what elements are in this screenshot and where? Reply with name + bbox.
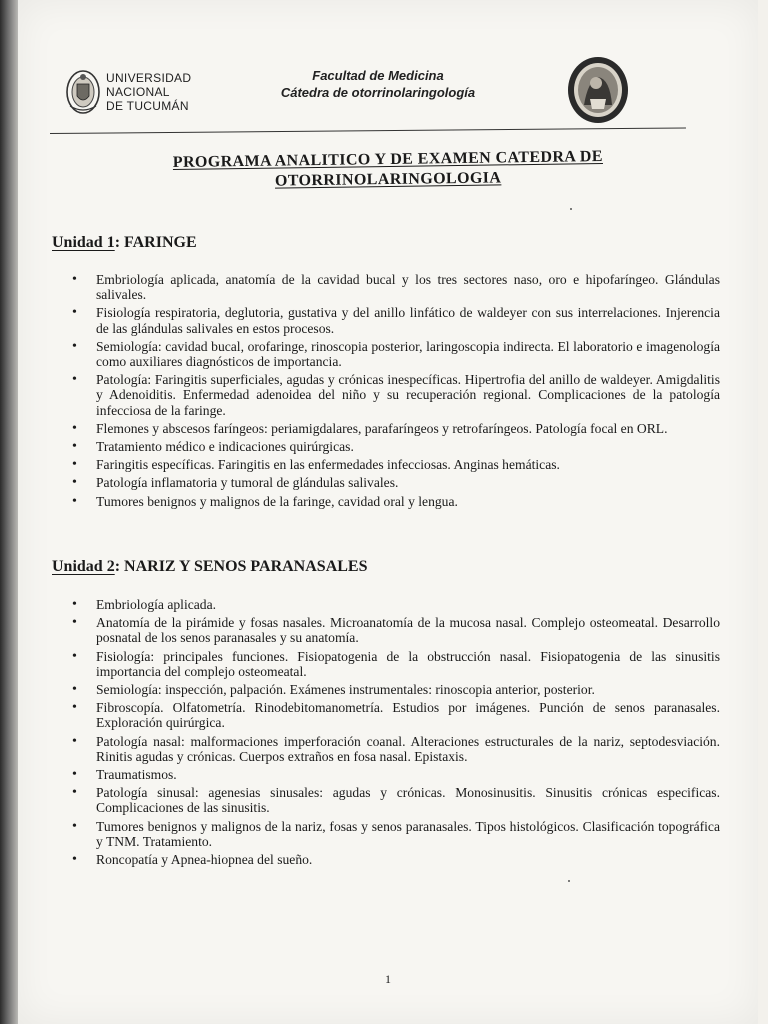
scan-speck xyxy=(570,208,572,210)
list-item: • Tumores benignos y malignos de la faringe, cavidad oral y lengua. xyxy=(70,494,720,509)
university-name xyxy=(106,71,191,113)
unit-label: Unidad 2 xyxy=(52,558,115,575)
faculty-seal-icon xyxy=(566,55,630,125)
unit-name: : NARIZ Y SENOS PARANASALES xyxy=(114,558,368,575)
list-item: • Fibroscopía. Olfatometría. Rinodebitomanometría. Estudios por imágenes. Punción de senos paranasales. Exploración quirúrgica. xyxy=(70,700,720,730)
list-item: • Roncopatía y Apnea-hiopnea del sueño. xyxy=(70,852,720,867)
unit-1-heading xyxy=(52,234,197,252)
page-title-line: PROGRAMA ANALITICO Y DE EXAMEN CATEDRA DE xyxy=(172,147,603,172)
list-item: • Semiología: inspección, palpación. Exámenes instrumentales: rinoscopia anterior, posterior. xyxy=(70,682,720,697)
page-title xyxy=(113,146,664,194)
unit-2-topic-list xyxy=(70,597,720,870)
unit-2-heading xyxy=(52,558,367,576)
list-item: • Patología: Faringitis superficiales, agudas y crónicas inespecíficas. Hipertrofia del anillo de waldeyer. Amigdalitis y Adenoiditis. Enfermedad adenoidea del niño y su recuperación regional. Complicaciones de la patología infecciosa de la faringe. xyxy=(70,372,720,418)
unit-name: : FARINGE xyxy=(114,234,197,251)
list-item: • Anatomía de la pirámide y fosas nasales. Microanatomía de la mucosa nasal. Complejo osteomeatal. Desarrollo posnatal de los senos paranasales y su anatomía. xyxy=(70,615,720,645)
header-divider xyxy=(50,127,686,134)
page-title-line: OTORRINOLARINGOLOGIA xyxy=(274,169,502,190)
list-item: • Patología sinusal: agenesias sinusales: agudas y crónicas. Monosinusitis. Sinusitis crónicas especificas. Complicaciones de las sinusitis. xyxy=(70,785,720,815)
university-name-line: NACIONAL xyxy=(106,85,170,99)
scan-speck xyxy=(568,880,570,882)
university-crest-icon xyxy=(64,68,102,116)
unit-label: Unidad 1 xyxy=(52,234,115,251)
unit-1-topic-list xyxy=(70,272,720,512)
chair-name: Cátedra de otorrinolaringología xyxy=(280,85,476,100)
faculty-heading xyxy=(228,67,528,101)
list-item: • Faringitis específicas. Faringitis en las enfermedades infecciosas. Anginas hemáticas. xyxy=(70,457,720,472)
university-name-line: DE TUCUMÁN xyxy=(106,99,189,113)
document-page xyxy=(18,0,758,1024)
university-name-line: UNIVERSIDAD xyxy=(106,71,192,85)
list-item: • Flemones y abscesos faríngeos: periamigdalares, parafaríngeos y retrofaríngeos. Patología focal en ORL. xyxy=(70,421,720,436)
list-item: • Traumatismos. xyxy=(70,767,720,782)
list-item: • Fisiología respiratoria, deglutoria, gustativa y del anillo linfático de waldeyer con sus interrelaciones. Injerencia de las glándulas salivales en estos procesos. xyxy=(70,305,720,335)
list-item: • Tumores benignos y malignos de la nariz, fosas y senos paranasales. Tipos histológicos. Clasificación topográfica y TNM. Tratamiento. xyxy=(70,819,720,849)
faculty-name: Facultad de Medicina xyxy=(312,68,444,83)
list-item: • Patología nasal: malformaciones imperforación coanal. Alteraciones estructurales de la nariz, septodesviación. Rinitis agudas y crónicas. Cuerpos extraños en fosa nasal. Epistaxis. xyxy=(70,734,720,764)
list-item: • Embriología aplicada, anatomía de la cavidad bucal y los tres sectores naso, oro e hipofaríngeo. Glándulas salivales. xyxy=(70,272,720,302)
list-item: • Embriología aplicada. xyxy=(70,597,720,612)
list-item: • Fisiología: principales funciones. Fisiopatogenia de la obstrucción nasal. Fisiopatogenia de las sinusitis importancia del complejo osteomeatal. xyxy=(70,649,720,679)
list-item: • Patología inflamatoria y tumoral de glándulas salivales. xyxy=(70,475,720,490)
page-number: 1 xyxy=(385,972,391,986)
list-item: • Semiología: cavidad bucal, orofaringe, rinoscopia posterior, laringoscopia indirecta. El laboratorio e imagenología como auxiliares diagnósticos de importancia. xyxy=(70,339,720,369)
list-item: • Tratamiento médico e indicaciones quirúrgicas. xyxy=(70,439,720,454)
page-header xyxy=(18,0,758,140)
